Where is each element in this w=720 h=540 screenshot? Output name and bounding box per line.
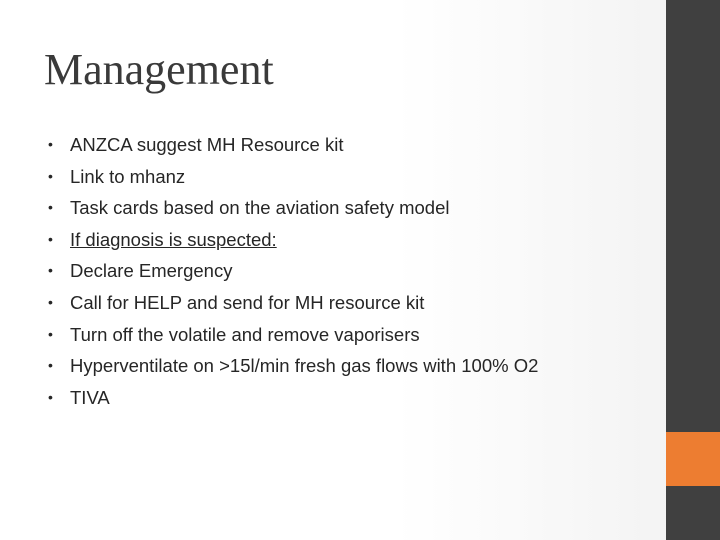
bullet-list [48,129,538,413]
bullet-icon: • [48,357,53,374]
bullet-icon: • [48,262,53,279]
bullet-text: Declare Emergency [70,260,233,282]
list-item [48,350,538,382]
slide-title: Management [44,45,274,94]
list-item [48,224,538,256]
bullet-text: Link to mhanz [70,165,186,187]
list-item [48,192,538,224]
list-item [48,129,538,161]
list-item [48,287,538,319]
bullet-icon: • [48,136,53,152]
list-item [48,255,538,287]
bullet-icon: • [48,167,53,184]
bullet-text-underlined: If diagnosis is suspected: [70,228,277,250]
bullet-text: TIVA [70,386,110,408]
list-item [48,382,538,414]
bullet-icon: • [48,388,53,405]
bullet-icon: • [48,199,53,216]
bullet-icon: • [48,293,53,310]
bullet-icon: • [48,325,53,342]
bullet-icon: • [48,230,53,247]
list-item [48,161,538,193]
bullet-text: ANZCA suggest MH Resource kit [70,134,344,155]
bullet-text: Turn off the volatile and remove vaporisers [70,323,420,345]
bullet-text: Call for HELP and send for MH resource kit [70,291,425,313]
bullet-text: Task cards based on the aviation safety model [70,197,450,219]
bullet-text: Hyperventilate on >15l/min fresh gas flows with 100% O2 [70,355,539,377]
list-item [48,319,538,351]
orange-accent-block [666,432,720,486]
